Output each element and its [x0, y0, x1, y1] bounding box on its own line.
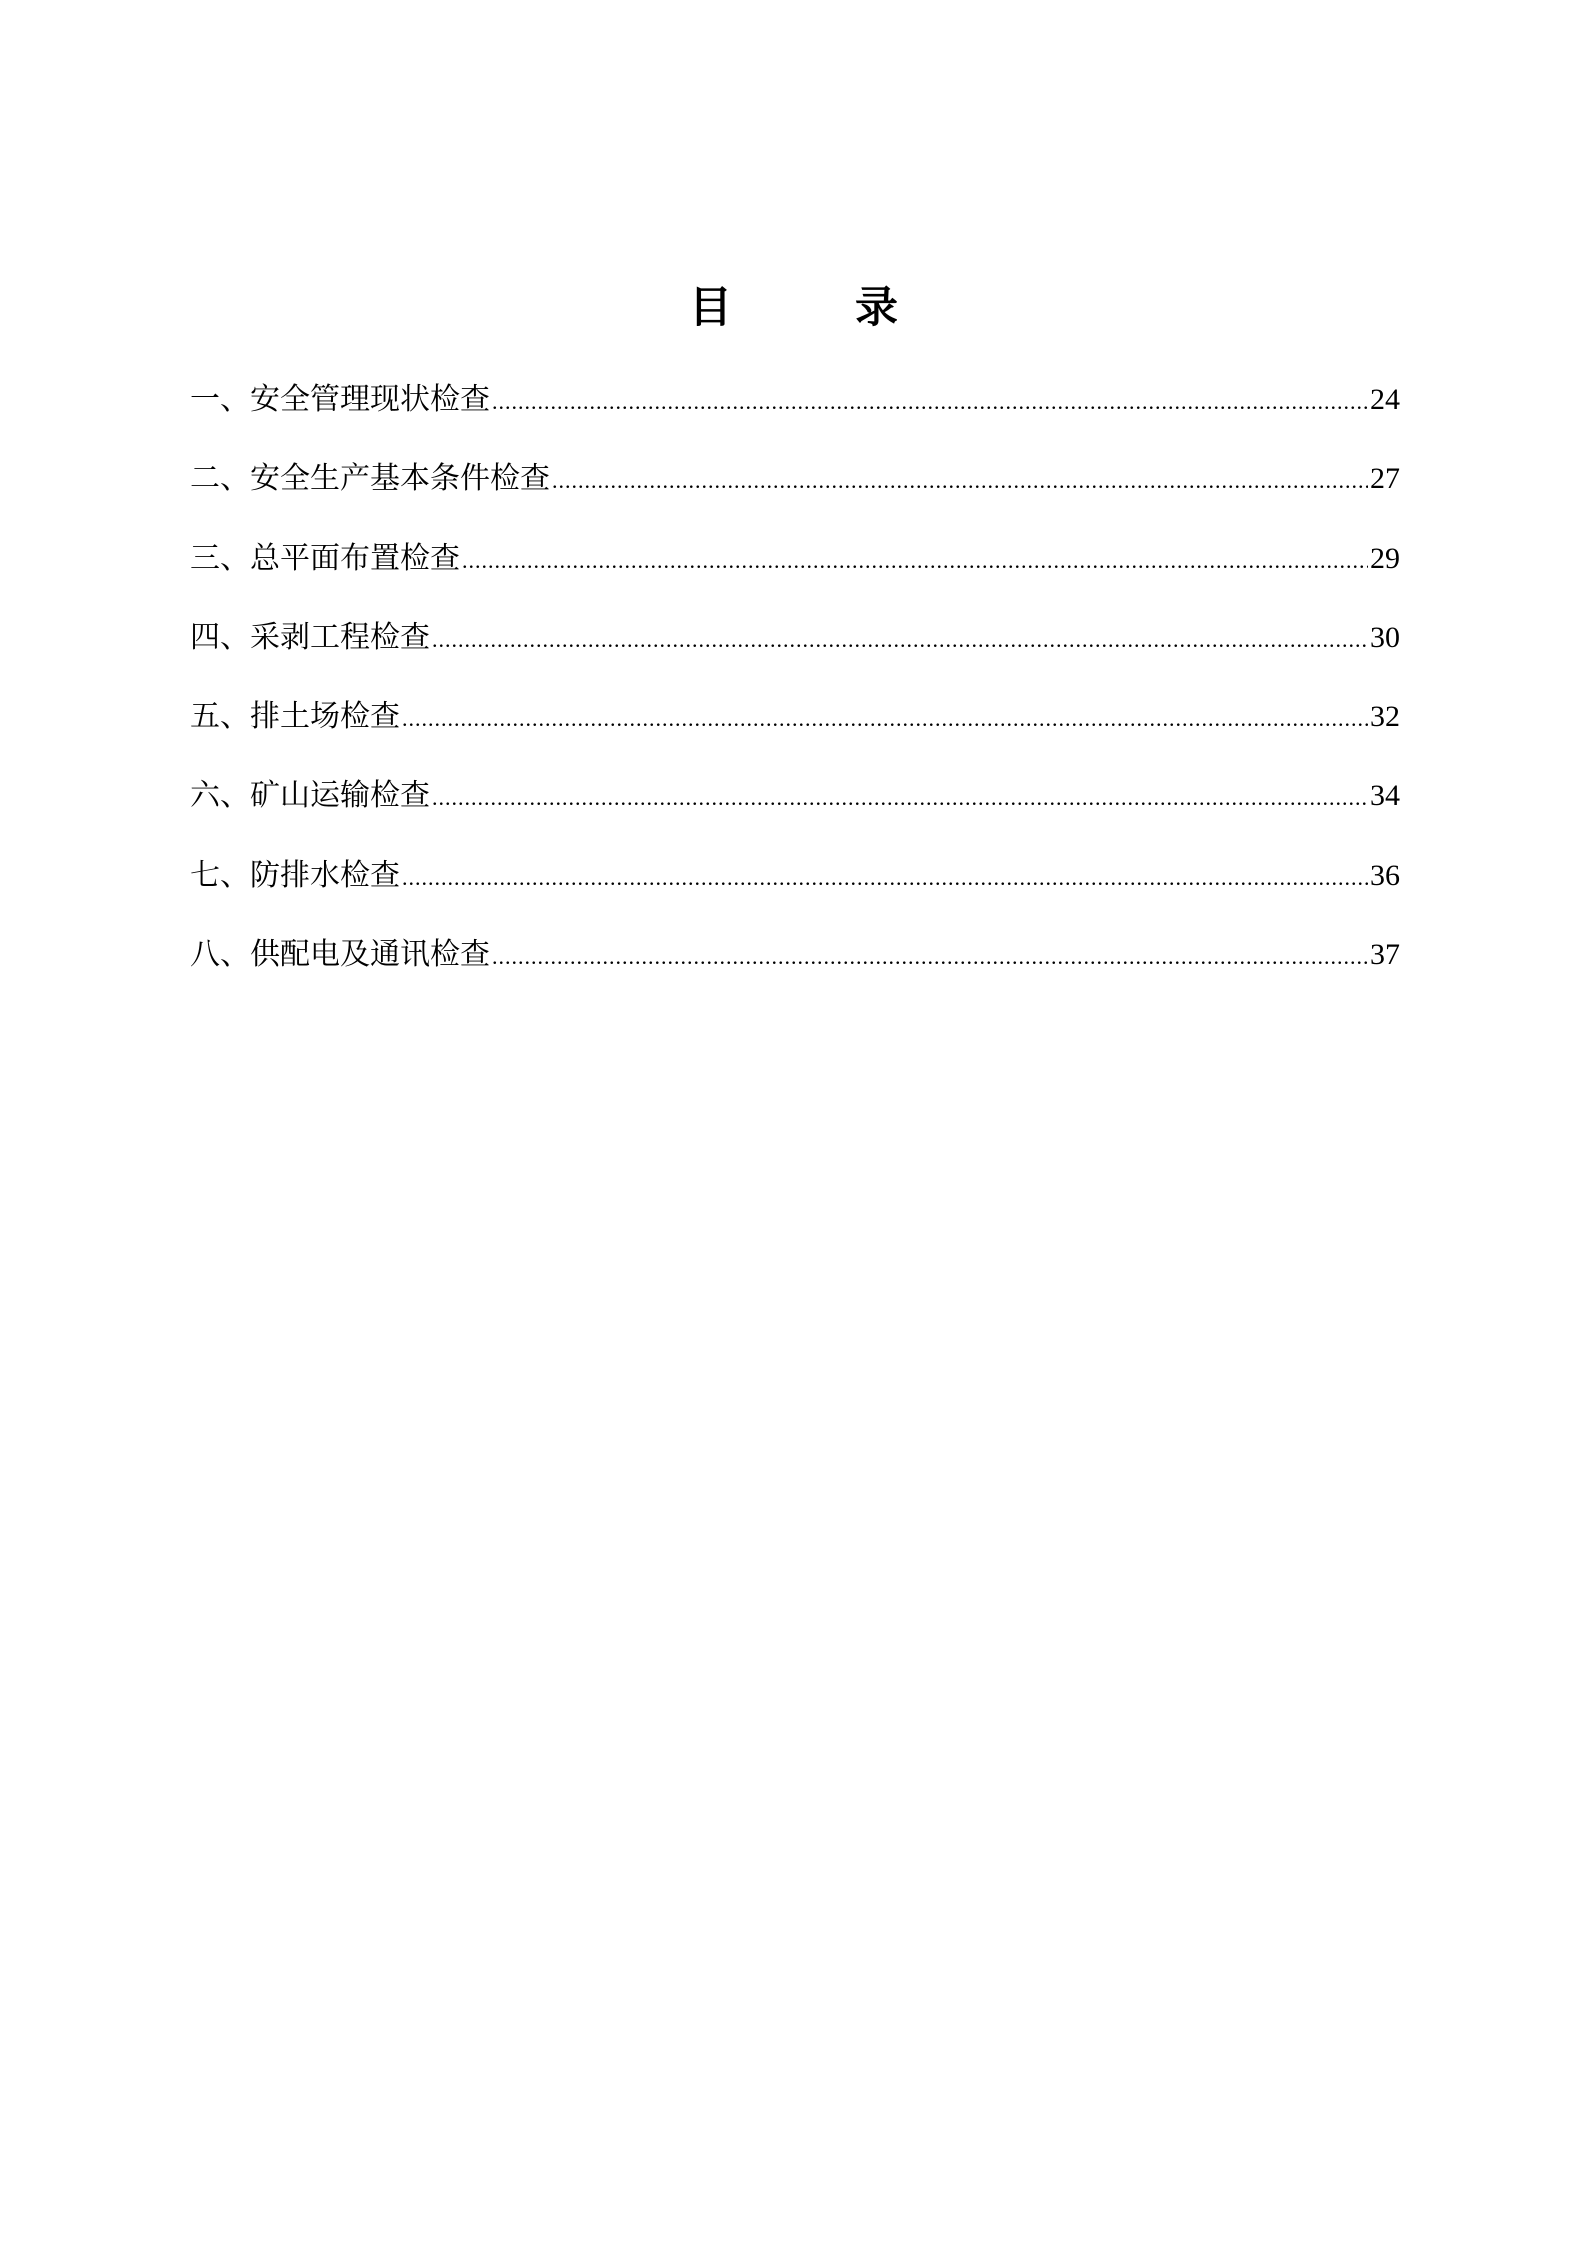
toc-item-page: 32 — [1370, 700, 1400, 734]
toc-item-label: 一、安全管理现状检查 — [190, 382, 490, 417]
toc-title: 目 录 — [689, 283, 938, 333]
toc-item-page: 37 — [1370, 938, 1400, 972]
toc-item[interactable] — [190, 608, 1400, 687]
toc-list — [190, 370, 1400, 1004]
toc-item[interactable] — [190, 925, 1400, 1004]
toc-item-label: 二、安全生产基本条件检查 — [190, 461, 550, 497]
toc-item-label: 六、矿山运输检查 — [190, 778, 430, 814]
toc-item-page: 30 — [1370, 620, 1400, 654]
toc-item[interactable] — [190, 846, 1400, 925]
toc-item-page: 29 — [1370, 541, 1400, 575]
toc-leader-dots — [402, 848, 1368, 908]
toc-leader-dots — [432, 768, 1368, 828]
toc-item[interactable] — [190, 449, 1400, 528]
toc-leader-dots — [462, 531, 1368, 591]
toc-leader-dots — [492, 927, 1368, 987]
toc-leader-dots — [432, 610, 1368, 670]
toc-item[interactable] — [190, 529, 1400, 608]
toc-leader-dots — [552, 451, 1368, 511]
toc-item[interactable] — [190, 766, 1400, 845]
toc-item[interactable] — [190, 687, 1400, 766]
toc-item[interactable] — [190, 370, 1400, 449]
toc-item-label: 八、供配电及通讯检查 — [190, 937, 490, 973]
toc-item-label: 四、采剥工程检查 — [190, 619, 430, 655]
toc-item-page: 34 — [1370, 779, 1400, 813]
toc-leader-dots — [492, 372, 1368, 432]
toc-item-label: 三、总平面布置检查 — [190, 540, 460, 576]
toc-item-page: 24 — [1370, 383, 1400, 416]
toc-leader-dots — [402, 689, 1368, 749]
toc-item-label: 五、排土场检查 — [190, 699, 400, 735]
toc-item-label: 七、防排水检查 — [190, 857, 400, 893]
toc-item-page: 27 — [1370, 462, 1400, 496]
toc-item-page: 36 — [1370, 858, 1400, 892]
